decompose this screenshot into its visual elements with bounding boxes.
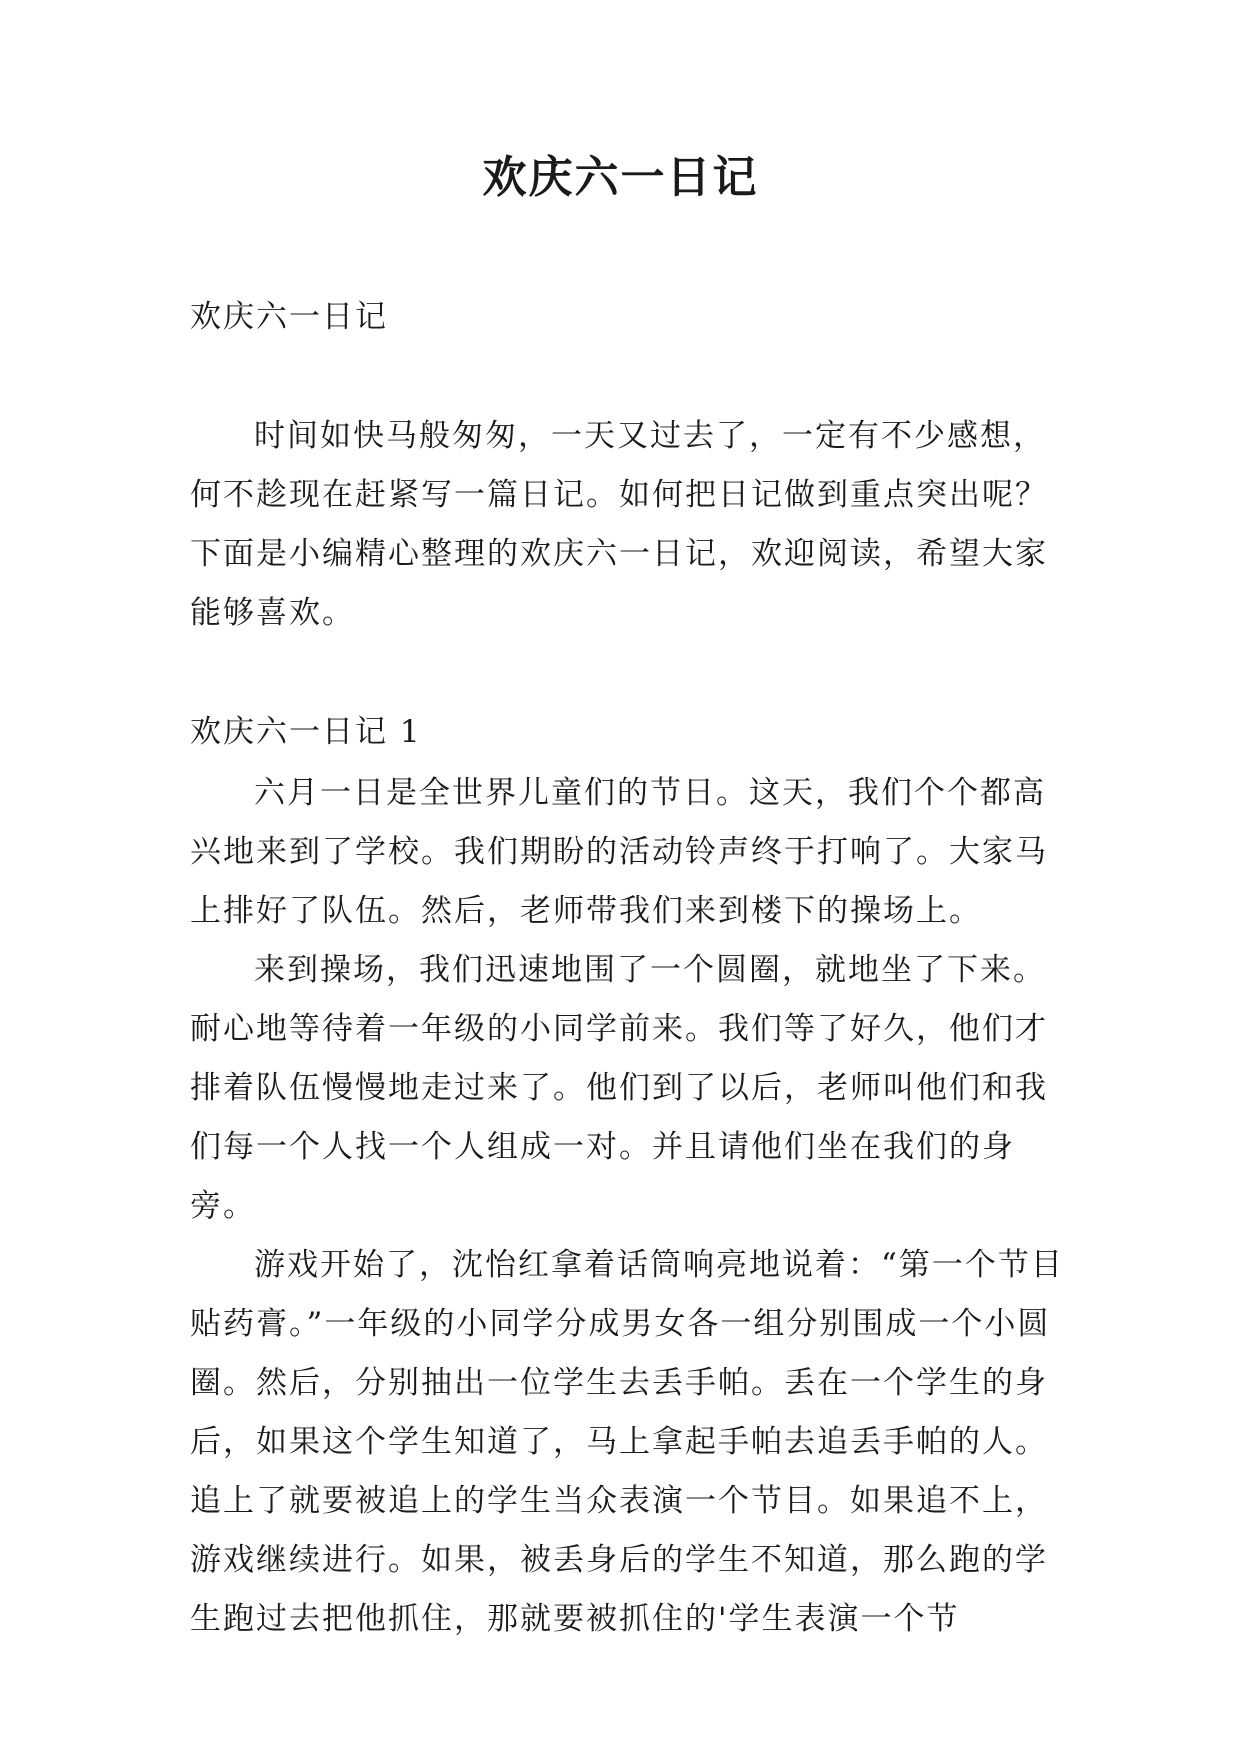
body-paragraph: 来到操场，我们迅速地围了一个圆圈，就地坐了下来。耐心地等待着一年级的小同学前来。我们等了好久，他们才排着队伍慢慢地走过来了。他们到了以后，老师叫他们和我们每一个人找一个人组成一对。并且请他们坐在我们的身旁。 [190,952,1048,1224]
document-body [190,288,1070,1649]
document-subtitle: 欢庆六一日记 [190,299,388,335]
intro-paragraph: 时间如快马般匆匆，一天又过去了，一定有不少感想，何不趁现在赶紧写一篇日记。如何把日记做到重点突出呢？下面是小编精心整理的欢庆六一日记，欢迎阅读，希望大家能够喜欢。 [190,418,1048,631]
document-title: 欢庆六一日记 [482,152,759,203]
body-paragraph: 六月一日是全世界儿童们的节日。这天，我们个个都高兴地来到了学校。我们期盼的活动铃声终于打响了。大家马上排好了队伍。然后，老师带我们来到楼下的操场上。 [190,775,1048,929]
section-heading: 欢庆六一日记 1 [190,714,422,750]
body-paragraph: 游戏开始了，沈怡红拿着话筒响亮地说着：“第一个节目贴药膏。”一年级的小同学分成男女各一组分别围成一个小圆圈。然后，分别抽出一位学生去丢手帕。丢在一个学生的身后，如果这个学生知道了，马上拿起手帕去追丢手帕的人。追上了就要被追上的学生当众表演一个节目。如果追不上，游戏继续进行。如果，被丢身后的学生不知道，那么跑的学生跑过去把他抓住，那就要被抓住的'学生表演一个节 [190,1247,1064,1637]
